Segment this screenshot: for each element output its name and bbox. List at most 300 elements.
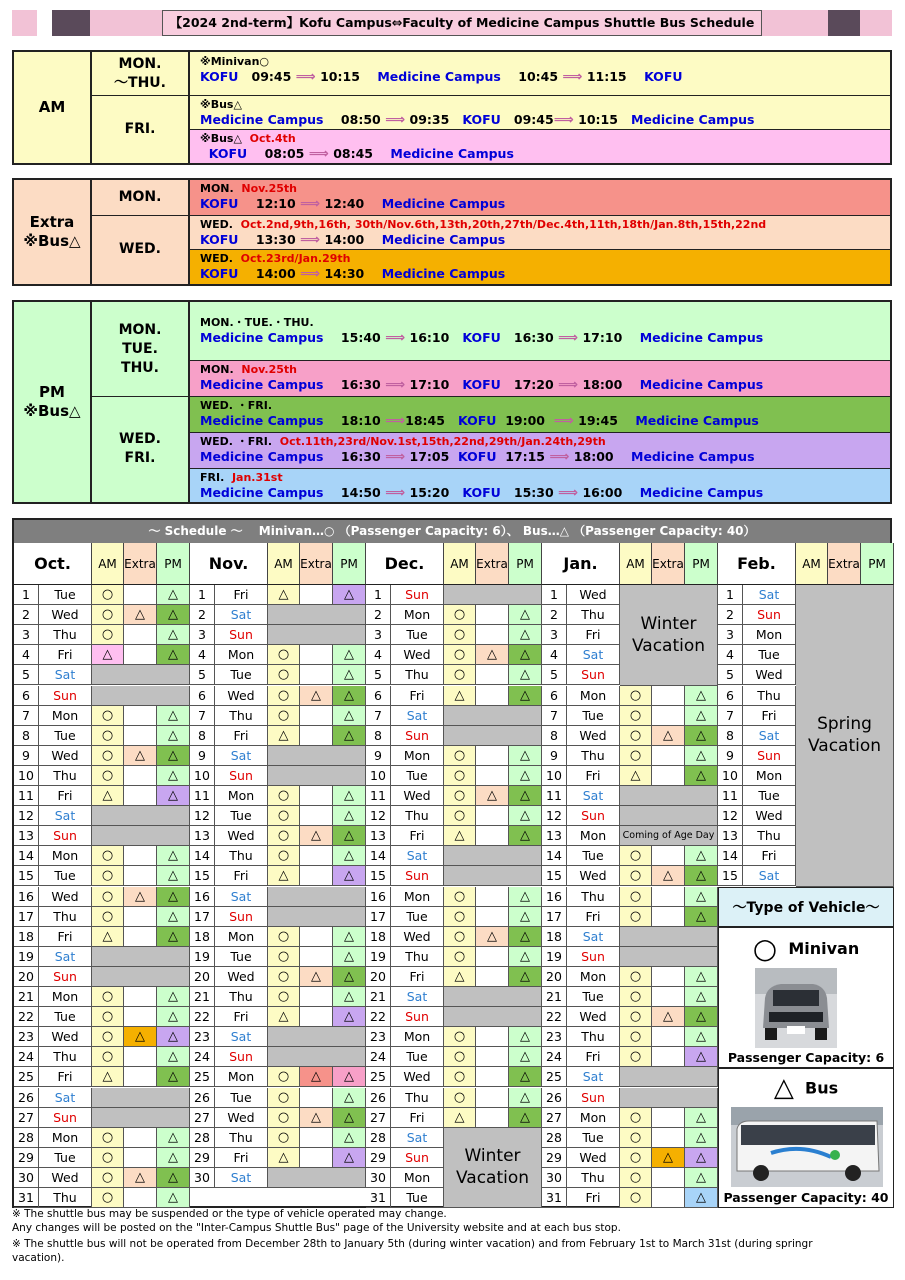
day-of-week: Fri xyxy=(39,927,92,947)
minivan-symbol-icon: ○ xyxy=(752,931,778,965)
day-number: 19 xyxy=(542,947,567,967)
am-service-cell: △ xyxy=(92,1067,124,1087)
no-service-cell xyxy=(92,947,190,967)
pm-service-cell: △ xyxy=(333,726,366,746)
day-of-week: Tue xyxy=(39,1148,92,1168)
am-service-cell: ○ xyxy=(444,625,476,645)
extra-service-cell xyxy=(652,887,685,907)
pm-service-cell: △ xyxy=(333,665,366,685)
day-of-week: Fri xyxy=(391,826,444,846)
pm-service-cell: △ xyxy=(509,1088,542,1108)
no-service-cell xyxy=(92,1088,190,1108)
day-of-week: Mon xyxy=(391,605,444,625)
am-service-cell: ○ xyxy=(444,1088,476,1108)
day-number: 9 xyxy=(14,746,39,766)
day-of-week: Sat xyxy=(215,887,268,907)
no-service-cell xyxy=(444,706,542,726)
pm-column-header: PM xyxy=(157,543,190,585)
no-service-cell xyxy=(620,806,718,826)
day-number: 5 xyxy=(190,665,215,685)
am-service-cell: △ xyxy=(444,686,476,706)
extra-service-cell xyxy=(124,927,157,947)
day-of-week: Sat xyxy=(215,1027,268,1047)
day-number: 9 xyxy=(542,746,567,766)
extra-service-cell: △ xyxy=(124,1168,157,1188)
day-number: 14 xyxy=(366,846,391,866)
day-of-week: Sun xyxy=(39,967,92,987)
day-of-week: Thu xyxy=(391,947,444,967)
day-of-week: Tue xyxy=(743,786,796,806)
pm-service-cell: △ xyxy=(509,887,542,907)
minivan-panel xyxy=(718,927,894,1068)
extra-service-cell xyxy=(476,826,509,846)
day-of-week: Sun xyxy=(567,947,620,967)
extra-service-cell xyxy=(300,927,333,947)
day-of-week: Wed xyxy=(567,726,620,746)
day-number: 16 xyxy=(366,887,391,907)
day-of-week: Mon xyxy=(39,706,92,726)
month-header-feb: Feb. xyxy=(718,543,796,585)
no-service-cell xyxy=(620,786,718,806)
day-of-week: Tue xyxy=(567,706,620,726)
day-number: 24 xyxy=(190,1047,215,1067)
day-of-week: Mon xyxy=(215,645,268,665)
day-of-week: Sun xyxy=(567,806,620,826)
day-of-week: Fri xyxy=(567,1188,620,1208)
day-number: 12 xyxy=(718,806,743,826)
am-service-cell: ○ xyxy=(620,907,652,927)
extra-service-cell: △ xyxy=(300,1108,333,1128)
day-number: 7 xyxy=(190,706,215,726)
day-of-week: Thu xyxy=(215,987,268,1007)
day-of-week: Tue xyxy=(743,645,796,665)
day-number: 15 xyxy=(718,866,743,886)
day-number: 27 xyxy=(542,1108,567,1128)
extra-service-cell xyxy=(476,766,509,786)
day-number: 10 xyxy=(190,766,215,786)
day-number: 6 xyxy=(542,686,567,706)
no-service-cell xyxy=(92,665,190,685)
day-number: 8 xyxy=(718,726,743,746)
day-number: 2 xyxy=(366,605,391,625)
am-service-cell: ○ xyxy=(92,1047,124,1067)
am-service-cell: ○ xyxy=(92,1188,124,1208)
pm-service-cell: △ xyxy=(157,846,190,866)
am-service-cell: ○ xyxy=(268,967,300,987)
extra-row-oct23: WED. Oct.23rd/Jan.29th KOFU 14:00 ⟹ 14:30 Medicine Campus xyxy=(190,250,890,284)
am-service-cell: △ xyxy=(444,826,476,846)
am-service-cell: ○ xyxy=(268,927,300,947)
day-number: 19 xyxy=(366,947,391,967)
day-number: 21 xyxy=(542,987,567,1007)
day-number: 4 xyxy=(14,645,39,665)
am-service-cell: ○ xyxy=(620,967,652,987)
note-line: Any changes will be posted on the "Inter-Campus Shuttle Bus" page of the University website and at each bus stop. xyxy=(12,1222,621,1234)
extra-service-cell xyxy=(124,645,157,665)
pm-service-cell: △ xyxy=(509,826,542,846)
day-of-week: Mon xyxy=(567,686,620,706)
extra-service-cell xyxy=(300,806,333,826)
pm-service-cell: △ xyxy=(157,645,190,665)
no-service-cell xyxy=(268,746,366,766)
pm-service-cell: △ xyxy=(509,967,542,987)
am-row-oct4: ※Bus△ Oct.4th KOFU 08:05 ⟹ 08:45 Medicine Campus xyxy=(190,130,890,163)
pm-service-cell: △ xyxy=(509,927,542,947)
day-of-week: Sat xyxy=(743,726,796,746)
day-of-week: Wed xyxy=(39,887,92,907)
day-of-week: Thu xyxy=(567,887,620,907)
day-of-week: Sat xyxy=(391,706,444,726)
pm-service-cell: △ xyxy=(685,907,718,927)
day-number: 31 xyxy=(366,1188,391,1208)
day-number: 28 xyxy=(14,1128,39,1148)
title-decor xyxy=(12,10,37,36)
day-number: 18 xyxy=(366,927,391,947)
day-of-week: Wed xyxy=(215,967,268,987)
extra-service-cell: △ xyxy=(476,645,509,665)
am-row-bus: ※Bus△ Medicine Campus 08:50 ⟹ 09:35 KOFU 09:45⟹ 10:15 Medicine Campus xyxy=(190,96,890,129)
am-service-cell: ○ xyxy=(620,1007,652,1027)
extra-service-cell xyxy=(300,1007,333,1027)
am-service-cell: △ xyxy=(268,866,300,886)
day-of-week: Thu xyxy=(39,907,92,927)
no-service-cell xyxy=(92,967,190,987)
day-number: 14 xyxy=(542,846,567,866)
day-number: 10 xyxy=(542,766,567,786)
am-service-cell: ○ xyxy=(620,1108,652,1128)
extra-service-cell: △ xyxy=(300,826,333,846)
extra-service-cell xyxy=(652,706,685,726)
day-of-week: Sun xyxy=(743,746,796,766)
pm-service-cell: △ xyxy=(685,1047,718,1067)
day-number: 21 xyxy=(366,987,391,1007)
day-of-week: Wed xyxy=(743,806,796,826)
day-number: 1 xyxy=(190,585,215,605)
day-of-week: Fri xyxy=(567,625,620,645)
extra-wed-label: WED. xyxy=(92,215,190,284)
day-number: 11 xyxy=(366,786,391,806)
pm-service-cell: △ xyxy=(509,686,542,706)
am-column-header: AM xyxy=(796,543,828,585)
day-of-week: Thu xyxy=(215,1128,268,1148)
extra-service-cell: △ xyxy=(300,686,333,706)
day-of-week: Mon xyxy=(743,766,796,786)
day-of-week: Sat xyxy=(567,645,620,665)
day-of-week: Sun xyxy=(391,585,444,605)
day-number: 30 xyxy=(366,1168,391,1188)
extra-service-cell xyxy=(124,866,157,886)
day-number: 16 xyxy=(542,887,567,907)
day-of-week: Fri xyxy=(215,726,268,746)
pm-service-cell: △ xyxy=(685,1128,718,1148)
day-number: 8 xyxy=(190,726,215,746)
am-service-cell: ○ xyxy=(444,907,476,927)
day-number: 4 xyxy=(542,645,567,665)
no-service-cell xyxy=(92,1108,190,1128)
extra-service-cell xyxy=(476,746,509,766)
no-service-cell xyxy=(620,1067,718,1087)
pm-service-cell: △ xyxy=(157,1047,190,1067)
am-service-cell: △ xyxy=(444,1108,476,1128)
pm-column-header: PM xyxy=(509,543,542,585)
am-service-cell: ○ xyxy=(444,1067,476,1087)
am-service-cell: ○ xyxy=(268,947,300,967)
pm-service-cell: △ xyxy=(685,1108,718,1128)
am-service-cell: ○ xyxy=(620,1188,652,1208)
extra-service-cell xyxy=(652,766,685,786)
day-of-week: Sat xyxy=(215,746,268,766)
day-number: 27 xyxy=(190,1108,215,1128)
note-line: ※ The shuttle bus will not be operated from December 28th to January 5th (during winter vacation) and from February 1st to March 31st (during springr xyxy=(12,1238,813,1250)
extra-service-cell: △ xyxy=(124,887,157,907)
day-of-week: Sun xyxy=(215,766,268,786)
day-number: 6 xyxy=(718,686,743,706)
day-of-week: Mon xyxy=(391,1168,444,1188)
day-of-week: Mon xyxy=(567,967,620,987)
extra-column-header: Extra xyxy=(652,543,685,585)
extra-service-cell xyxy=(124,706,157,726)
day-of-week: Wed xyxy=(391,786,444,806)
bus-label: △ Bus xyxy=(773,1072,839,1103)
day-number: 15 xyxy=(366,866,391,886)
pm-service-cell: △ xyxy=(333,927,366,947)
pm-service-cell: △ xyxy=(157,605,190,625)
am-service-cell: ○ xyxy=(92,1128,124,1148)
extra-column-header: Extra xyxy=(124,543,157,585)
am-service-cell: ○ xyxy=(268,1128,300,1148)
am-service-cell: ○ xyxy=(620,746,652,766)
pm-service-cell: △ xyxy=(333,846,366,866)
am-schedule xyxy=(12,50,892,165)
day-of-week: Tue xyxy=(391,766,444,786)
day-of-week: Wed xyxy=(215,826,268,846)
day-of-week: Wed xyxy=(39,1027,92,1047)
am-service-cell: ○ xyxy=(92,1168,124,1188)
day-number: 26 xyxy=(14,1088,39,1108)
day-number: 24 xyxy=(14,1047,39,1067)
day-number: 30 xyxy=(14,1168,39,1188)
am-service-cell: △ xyxy=(92,927,124,947)
title-decor xyxy=(860,10,892,36)
am-row-minivan: ※Minivan○ KOFU 09:45 ⟹ 10:15 Medicine Campus 10:45 ⟹ 11:15 KOFU xyxy=(190,52,890,95)
am-service-cell: ○ xyxy=(444,806,476,826)
spring-vacation-block: Spring Vacation xyxy=(796,585,894,887)
day-number: 4 xyxy=(718,645,743,665)
am-service-cell: ○ xyxy=(444,605,476,625)
day-of-week: Thu xyxy=(39,1047,92,1067)
day-of-week: Sat xyxy=(391,846,444,866)
day-of-week: Wed xyxy=(391,645,444,665)
day-number: 17 xyxy=(366,907,391,927)
am-service-cell: ○ xyxy=(268,665,300,685)
am-service-cell: ○ xyxy=(92,887,124,907)
day-of-week: Fri xyxy=(567,766,620,786)
pm-service-cell: △ xyxy=(157,866,190,886)
extra-service-cell xyxy=(300,665,333,685)
pm-row-wf: WED. ・FRI. Medicine Campus 18:10 ⟹18:45 KOFU 19:00 ⟹ 19:45 Medicine Campus xyxy=(190,397,890,432)
day-of-week: Thu xyxy=(567,1027,620,1047)
pm-row-mtt: MON.・TUE.・THU. Medicine Campus 15:40 ⟹ 16:10 KOFU 16:30 ⟹ 17:10 Medicine Campus xyxy=(190,302,890,360)
pm-service-cell: △ xyxy=(157,907,190,927)
day-number: 30 xyxy=(542,1168,567,1188)
extra-service-cell xyxy=(300,947,333,967)
day-number: 3 xyxy=(718,625,743,645)
pm-service-cell: △ xyxy=(509,746,542,766)
pm-service-cell: △ xyxy=(509,786,542,806)
pm-service-cell: △ xyxy=(157,746,190,766)
coming-of-age-day: Coming of Age Day xyxy=(620,826,718,846)
am-service-cell: ○ xyxy=(620,1148,652,1168)
day-of-week: Fri xyxy=(39,786,92,806)
day-of-week: Mon xyxy=(391,887,444,907)
extra-service-cell xyxy=(652,1128,685,1148)
am-service-cell: ○ xyxy=(92,766,124,786)
day-of-week: Tue xyxy=(39,1007,92,1027)
day-of-week: Fri xyxy=(215,1007,268,1027)
day-of-week: Wed xyxy=(39,1168,92,1188)
no-service-cell xyxy=(92,826,190,846)
day-of-week: Sat xyxy=(567,1067,620,1087)
pm-service-cell: △ xyxy=(333,967,366,987)
extra-service-cell xyxy=(300,585,333,605)
day-number: 26 xyxy=(366,1088,391,1108)
day-of-week: Wed xyxy=(391,1067,444,1087)
day-number: 3 xyxy=(190,625,215,645)
pm-service-cell: △ xyxy=(157,766,190,786)
day-of-week: Fri xyxy=(567,1047,620,1067)
pm-service-cell: △ xyxy=(157,1128,190,1148)
day-of-week: Tue xyxy=(567,1128,620,1148)
day-of-week: Tue xyxy=(39,866,92,886)
extra-service-cell xyxy=(476,665,509,685)
bus-capacity: Passenger Capacity: 40 xyxy=(723,1189,889,1205)
pm-service-cell: △ xyxy=(157,987,190,1007)
day-of-week: Tue xyxy=(567,987,620,1007)
day-number: 26 xyxy=(190,1088,215,1108)
pm-service-cell: △ xyxy=(333,1088,366,1108)
pm-service-cell: △ xyxy=(685,967,718,987)
day-of-week: Sun xyxy=(215,1047,268,1067)
pm-mon-tue-thu-label: MON. TUE. THU. xyxy=(92,302,190,396)
pm-schedule xyxy=(12,300,892,504)
day-of-week: Sun xyxy=(215,625,268,645)
no-service-cell xyxy=(92,686,190,706)
bus-photo xyxy=(731,1107,883,1187)
winter-vacation-block: Winter Vacation xyxy=(620,585,718,686)
am-service-cell: ○ xyxy=(444,927,476,947)
extra-service-cell xyxy=(476,1067,509,1087)
day-of-week: Sat xyxy=(743,585,796,605)
bus-panel xyxy=(718,1068,894,1208)
extra-service-cell: △ xyxy=(652,866,685,886)
day-number: 5 xyxy=(14,665,39,685)
pm-service-cell: △ xyxy=(157,625,190,645)
am-label: AM xyxy=(14,52,92,163)
extra-service-cell: △ xyxy=(476,786,509,806)
pm-service-cell: △ xyxy=(157,887,190,907)
day-number: 31 xyxy=(14,1188,39,1208)
no-service-cell xyxy=(444,866,542,886)
day-number: 20 xyxy=(190,967,215,987)
minivan-label: ○ Minivan xyxy=(752,931,860,965)
day-number: 20 xyxy=(14,967,39,987)
extra-service-cell xyxy=(652,1188,685,1208)
pm-service-cell: △ xyxy=(685,766,718,786)
extra-service-cell xyxy=(652,1168,685,1188)
day-number: 10 xyxy=(718,766,743,786)
extra-service-cell xyxy=(476,625,509,645)
day-number: 9 xyxy=(190,746,215,766)
day-of-week: Mon xyxy=(391,1027,444,1047)
pm-row-special: WED. ・FRI. Oct.11th,23rd/Nov.1st,15th,22nd,29th/Jan.24th,29th Medicine Campus 16:30 ⟹ 17:05 KOFU 17:15 ⟹ 18:00 Medicine Campus xyxy=(190,433,890,468)
am-service-cell: ○ xyxy=(268,846,300,866)
day-number: 13 xyxy=(718,826,743,846)
extra-row-nov25: MON. Nov.25th KOFU 12:10 ⟹ 12:40 Medicine Campus xyxy=(190,180,890,215)
day-number: 21 xyxy=(14,987,39,1007)
day-number: 7 xyxy=(542,706,567,726)
extra-service-cell xyxy=(124,1148,157,1168)
am-service-cell: ○ xyxy=(92,625,124,645)
day-of-week: Fri xyxy=(391,967,444,987)
day-number: 21 xyxy=(190,987,215,1007)
day-of-week: Sat xyxy=(39,1088,92,1108)
extra-service-cell xyxy=(124,766,157,786)
no-service-cell xyxy=(620,947,718,967)
day-number: 12 xyxy=(190,806,215,826)
am-service-cell: ○ xyxy=(92,1007,124,1027)
pm-service-cell: △ xyxy=(685,686,718,706)
extra-column-header: Extra xyxy=(300,543,333,585)
day-of-week: Thu xyxy=(391,806,444,826)
no-service-cell xyxy=(92,806,190,826)
extra-service-cell xyxy=(476,947,509,967)
day-of-week: Thu xyxy=(743,826,796,846)
extra-service-cell xyxy=(300,987,333,1007)
pm-service-cell: △ xyxy=(509,665,542,685)
no-service-cell xyxy=(268,766,366,786)
day-number: 29 xyxy=(190,1148,215,1168)
extra-service-cell: △ xyxy=(476,927,509,947)
pm-service-cell: △ xyxy=(509,1108,542,1128)
pm-service-cell: △ xyxy=(157,927,190,947)
pm-service-cell: △ xyxy=(509,907,542,927)
pm-row-nov25: MON. Nov.25th Medicine Campus 16:30 ⟹ 17:10 KOFU 17:20 ⟹ 18:00 Medicine Campus xyxy=(190,361,890,396)
extra-service-cell xyxy=(652,907,685,927)
am-mon-thu-label: MON. ～THU. xyxy=(92,52,190,95)
day-of-week: Fri xyxy=(567,907,620,927)
am-service-cell: ○ xyxy=(92,706,124,726)
am-service-cell: ○ xyxy=(444,766,476,786)
day-of-week: Thu xyxy=(215,846,268,866)
day-of-week: Wed xyxy=(39,605,92,625)
extra-service-cell xyxy=(300,706,333,726)
day-of-week: Wed xyxy=(215,1108,268,1128)
pm-service-cell: △ xyxy=(509,1067,542,1087)
am-service-cell: ○ xyxy=(620,887,652,907)
day-number: 28 xyxy=(542,1128,567,1148)
extra-service-cell xyxy=(652,1027,685,1047)
pm-service-cell: △ xyxy=(509,806,542,826)
day-of-week: Tue xyxy=(215,806,268,826)
day-of-week: Sun xyxy=(39,826,92,846)
no-service-cell xyxy=(444,1007,542,1027)
day-of-week: Sat xyxy=(567,927,620,947)
day-of-week: Tue xyxy=(567,846,620,866)
am-service-cell: ○ xyxy=(92,605,124,625)
day-of-week: Sun xyxy=(391,866,444,886)
day-number: 9 xyxy=(366,746,391,766)
month-header-dec: Dec. xyxy=(366,543,444,585)
